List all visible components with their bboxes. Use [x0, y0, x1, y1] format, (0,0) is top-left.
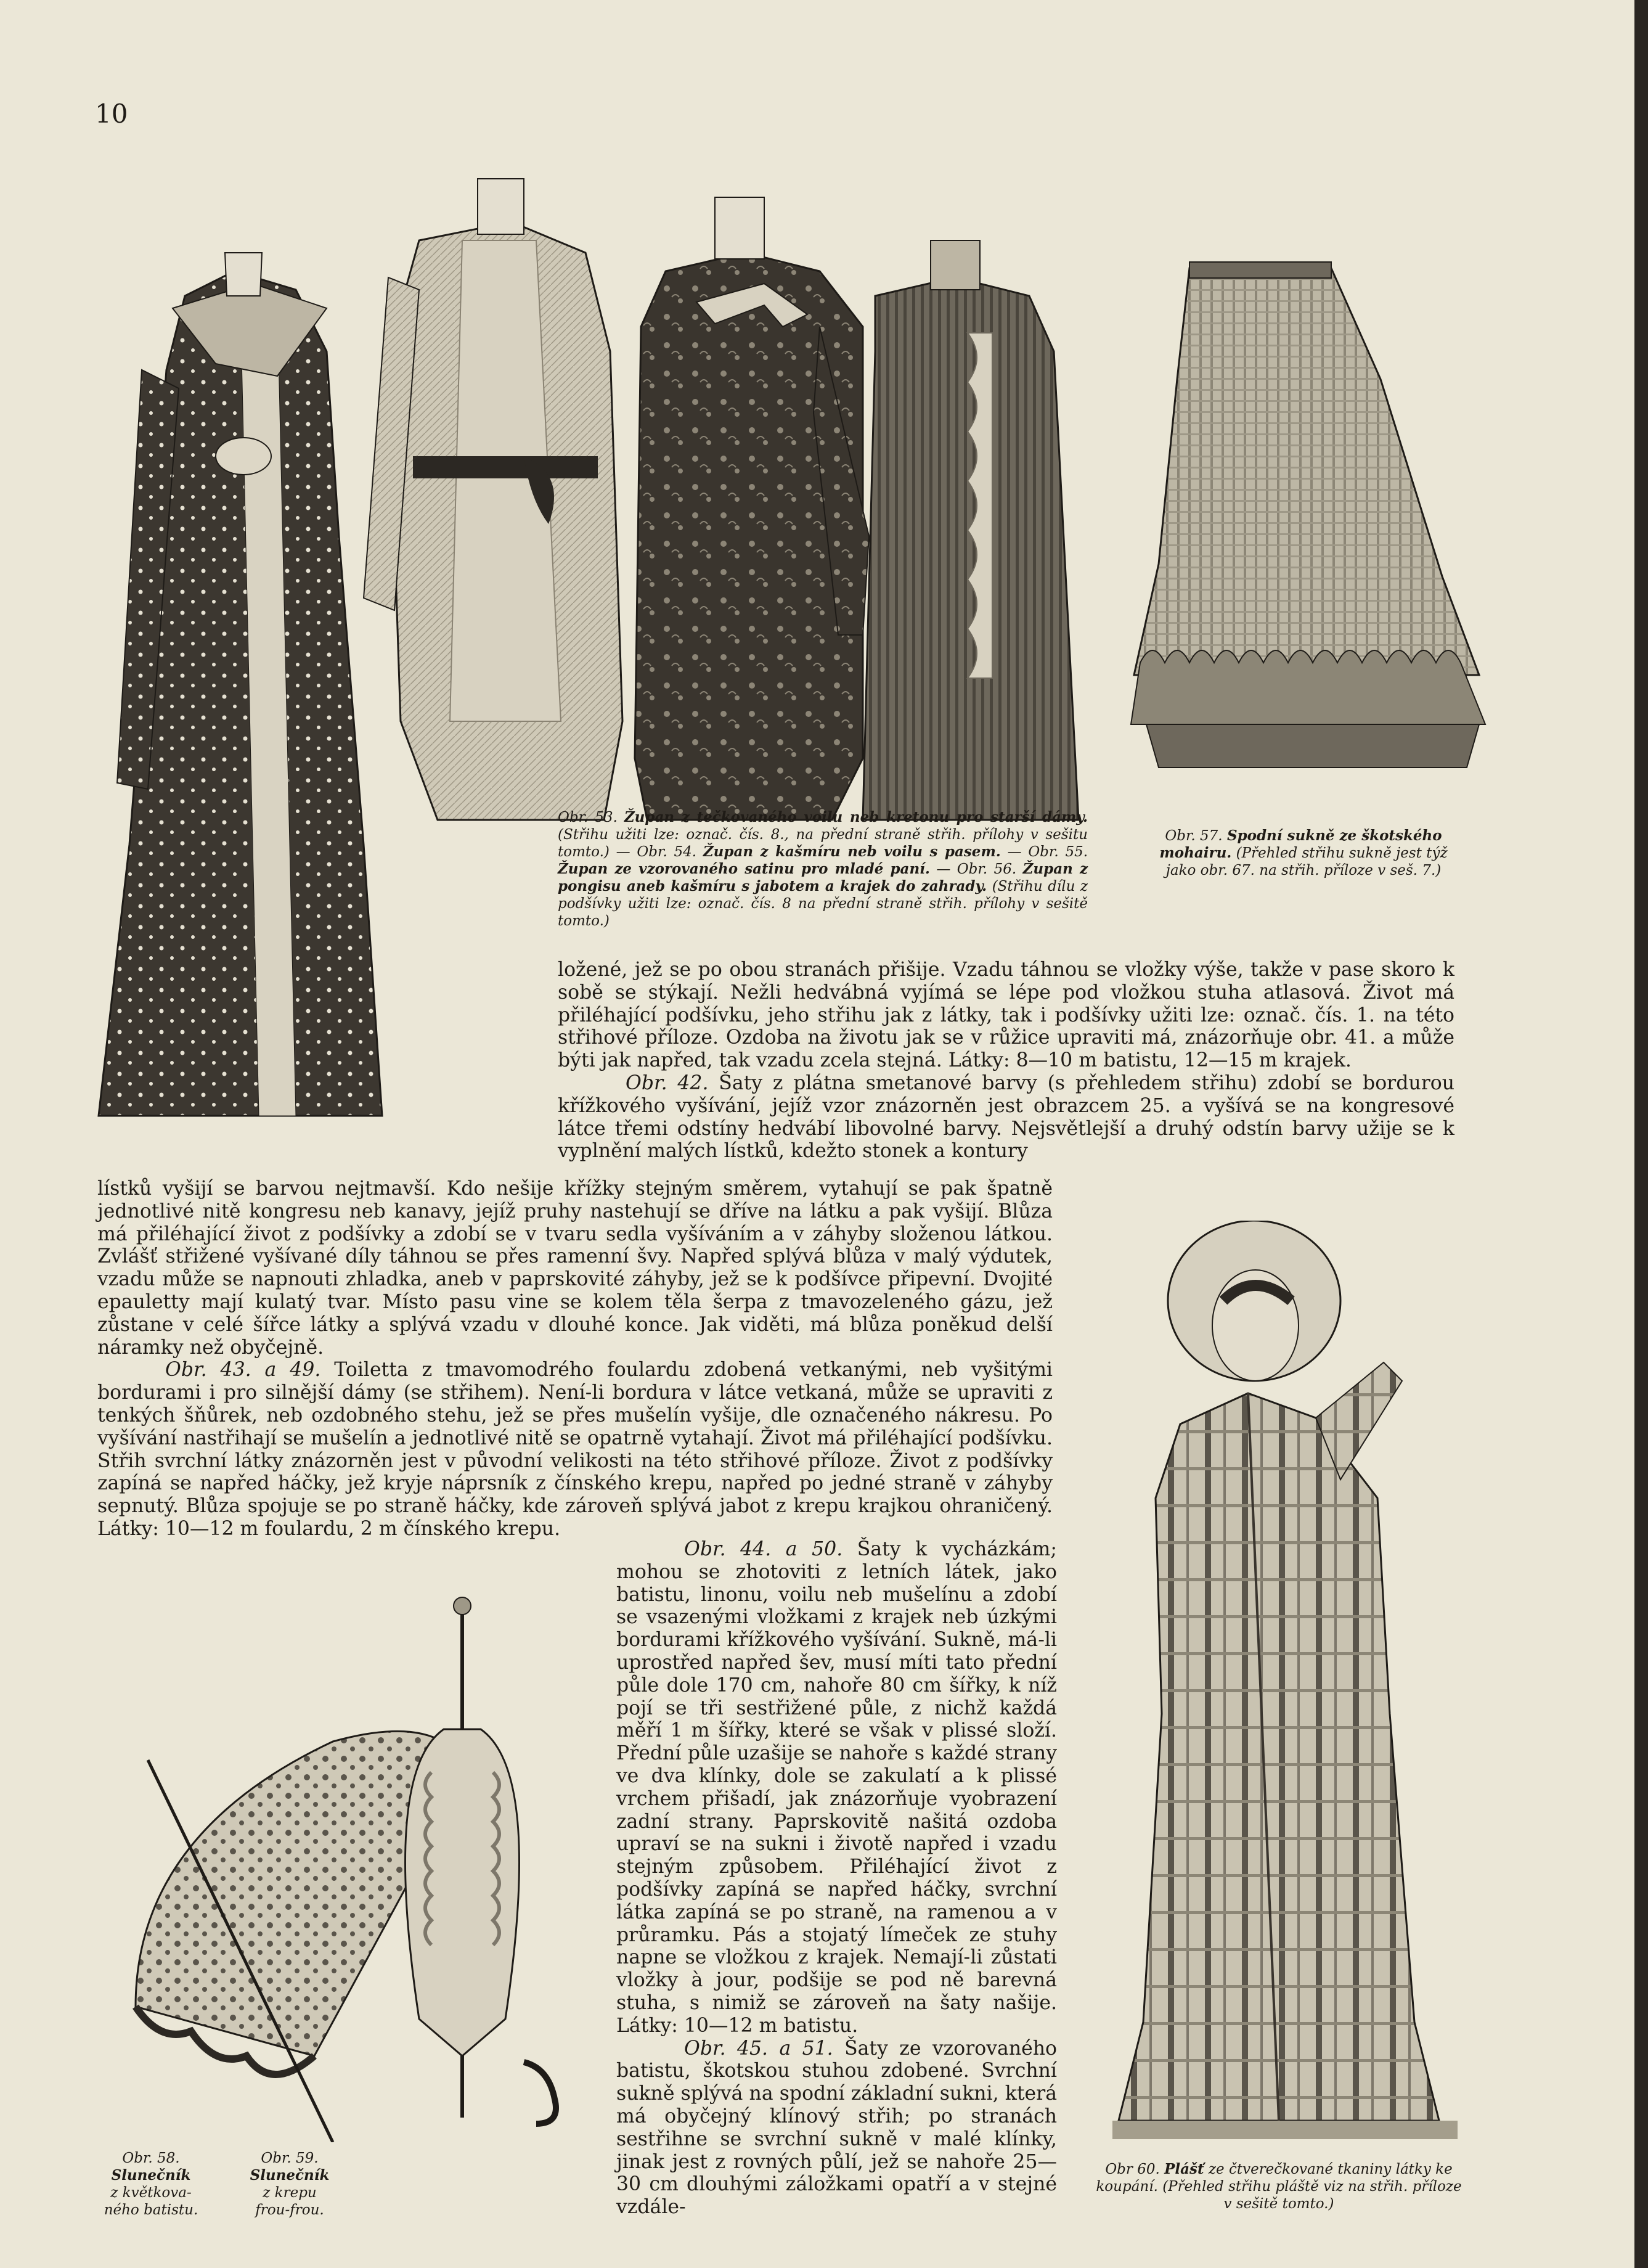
caption-60 — [1091, 2161, 1467, 2213]
caption-59-title: Slunečník — [250, 2167, 330, 2184]
caption-58 — [99, 2150, 203, 2219]
caption-60-text: ze čtverečkované tkaniny látky ke koupání. (Přehled střihu pláště viz na střih. příloze v sešitě tomto.) — [1096, 2161, 1462, 2212]
text-block-1 — [558, 959, 1454, 1163]
paragraph-4: Toiletta z tmavomodrého foulardu zdobená vetkanými, neb vyšitými bordurami i pro silnější dámy (se střihem). Není-li bordura v látce vetkaná, může se upraviti z tenkých šňůrek, neb ozdobného stehu, jež se přes mušelín vyšije, dle označeného nákresu. Po vyšívání nastřihají se mušelín a jednotlivé nitě se opatrně vytahají. Život má přiléhající podšívku. Střih svrchní látky znázorněn jest v původní velikosti na této střihové příloze. Život z podšívky zapíná se napřed háčky, jež kryje náprsník z čínského krepu, napřed po jedné straně v záhyby sepnutý. Blůza spojuje se po straně háčky, kde zároveň splývá jabot z krepu krajkou ohraničený. Látky: 10—12 m foulardu, 2 m čínského krepu. — [97, 1359, 1053, 1540]
parasols-illustration — [99, 1587, 622, 2142]
caption-59-text: z krepu frou-frou. — [255, 2185, 324, 2218]
caption-56-ref: — Obr. 56. — [936, 861, 1017, 877]
caption-53-ref: Obr. 53. — [558, 809, 618, 825]
text-block-2 — [97, 1177, 1053, 1541]
caption-55-ref: — Obr. 55. — [1007, 844, 1088, 860]
ref-45-51: Obr. 45. a 51. — [684, 2037, 833, 2060]
caption-55-title: Župan ze vzorovaného satinu pro mladé paní. — [558, 861, 930, 877]
paragraph-2: Šaty z plátna smetanové barvy (s přehledem střihu) zdobí se bordurou křížkového vyšívání, jejíž vzor znázorněn jest obrazcem 25. a vyšívá se na kongresové látce třemi odstíny hedvábí libovolné barvy. Nejsvětlejší a druhý odstín barvy užije se k vyplnění malých lístků, kdežto stonek a kontury — [558, 1071, 1455, 1163]
caption-59-ref: Obr. 59. — [261, 2150, 319, 2166]
ref-44-50: Obr. 44. a 50. — [684, 1538, 843, 1560]
caption-56-text: (Střihu dílu z podšívky užiti lze: označ. čís. 8 na přední straně střih. přílohy v sešitě tomto.) — [558, 878, 1088, 929]
paragraph-3: lístků vyšijí se barvou nejtmavší. Kdo nešije křížky stejným směrem, vytahují se pak špatně jednotlivé nitě kongresu neb kanavy, jejíž pruhy nastehují se dříve na látku a pak vyšijí. Blůza má přiléhající život z podšívky a zdobí se v tvaru sedla vyšíváním a v záhyby složenou látkou. Zvlášť střižené vyšívané díly táhnou se přes ramenní švy. Napřed splývá blůza v malý výdutek, vzadu může se napnouti zhladka, aneb v paprskovité záhyby, jež se k podšívce připevní. Dvojité epauletty mají kulatý tvar. Místo pasu vine se kolem těla šerpa z tmavozeleného gázu, jež zůstane v celé šířce látky a splývá vzadu v dlouhé konce. Jak viděti, má blůza poněkud delší náramky než obyčejně. — [97, 1177, 1053, 1359]
text-block-3 — [616, 1538, 1057, 2219]
caption-57 — [1146, 827, 1461, 879]
page-number: 10 — [95, 99, 128, 129]
caption-56-title: Župan z pongisu aneb kašmíru s jabotem a krajek do zahrady. — [558, 861, 1088, 895]
petticoat-drawing — [1122, 256, 1491, 771]
bathing-cloak-illustration — [1094, 1221, 1488, 2158]
parasols-drawing — [99, 1587, 622, 2142]
caption-53-56 — [558, 809, 1088, 930]
caption-53-title: Župan z tečkovaného voilu neb kretonu pro starší dámy. — [624, 809, 1088, 825]
caption-57-title: Spodní sukně ze škotského mohairu. — [1159, 827, 1442, 861]
caption-60-title: Plášť — [1164, 2161, 1204, 2177]
caption-59 — [243, 2150, 336, 2219]
page-edge — [1634, 0, 1648, 2268]
caption-60-ref: Obr 60. — [1105, 2161, 1160, 2177]
caption-54-ref: — Obr. 54. — [616, 844, 697, 860]
caption-58-text: z květkova-ného batistu. — [104, 2185, 198, 2218]
paragraph-5: Šaty k vycházkám; mohou se zhotoviti z letních látek, jako batistu, linonu, voilu neb mušelínu a zdobí se vsazenými vložkami z krajek neb úzkými bordurami křížkového vyšívání. Sukně, má-li uprostřed napřed šev, musí míti tato přední půle dole 170 cm, nahoře 80 cm šířky, k níž pojí se tři sestřižené půle, z nichž každá měří 1 m šířky, které se však v plissé složí. Přední půle uzašije se nahoře s každé strany ve dva klínky, dole se zakulatí a k plissé vrchem přišadí, jak znázorňuje vyobrazení zadní strany. Paprskovitě našitá ozdoba upraví se na sukni i životě napřed i vzadu stejným způsobem. Přiléhající život z podšívky zapíná se napřed háčky, svrchní látka zapíná se po straně, na ramenou a v průramku. Pás a stojatý límeček ze stuhy napne se vložkou z krajek. Nemají-li zůstati vložky à jour, podšije se pod ně barevná stuha, s nimiž se zároveň na šaty našije. Látky: 10—12 m batistu. — [616, 1538, 1057, 2037]
ref-43-49: Obr. 43. a 49. — [165, 1359, 321, 1382]
caption-58-ref: Obr. 58. — [122, 2150, 180, 2166]
caption-57-text: (Přehled střihu sukně jest týž jako obr. 67. na střih. příloze v seš. 7.) — [1165, 845, 1448, 878]
caption-58-title: Slunečník — [111, 2167, 191, 2184]
paragraph-6: Šaty ze vzorovaného batistu, škotskou stuhou zdobené. Svrchní sukně splývá na spodní základní sukni, která má obyčejný klínový střih; po stranách sestřihne se svrchní sukně v malé klínky, jinak jest z rovných půlí, jež se nahoře 25—30 cm dlouhými záložkami opatří a v stejné vzdále- — [616, 2037, 1057, 2219]
ref-42: Obr. 42. — [626, 1071, 709, 1094]
paragraph-1: ložené, jež se po obou stranách přišije. Vzadu táhnou se vložky výše, takže v pase skoro k sobě se stýkají. Nežli hedvábná vyjímá se lépe pod vložkou stuha atlasová. Život má přiléhající podšívku, jeho střihu jak z látky, tak i podšívky užiti lze: označ. čís. 1. na této střihové příloze. Ozdoba na životu jak se v růžice upraviti má, znázorňuje obr. 41. a může býti jak napřed, tak vzadu zcela stejná. Látky: 8—10 m batistu, 12—15 m krajek. — [558, 959, 1454, 1072]
caption-54-title: Župan z kašmíru neb voilu s pasem. — [703, 843, 1001, 860]
caption-53-text: (Střihu užiti lze: označ. čís. 8., na přední straně střih. přílohy v sešitu tomto.) — [558, 827, 1088, 860]
caption-57-ref: Obr. 57. — [1165, 828, 1223, 844]
bathing-cloak-drawing — [1094, 1221, 1488, 2158]
petticoat-illustration — [1122, 256, 1491, 771]
